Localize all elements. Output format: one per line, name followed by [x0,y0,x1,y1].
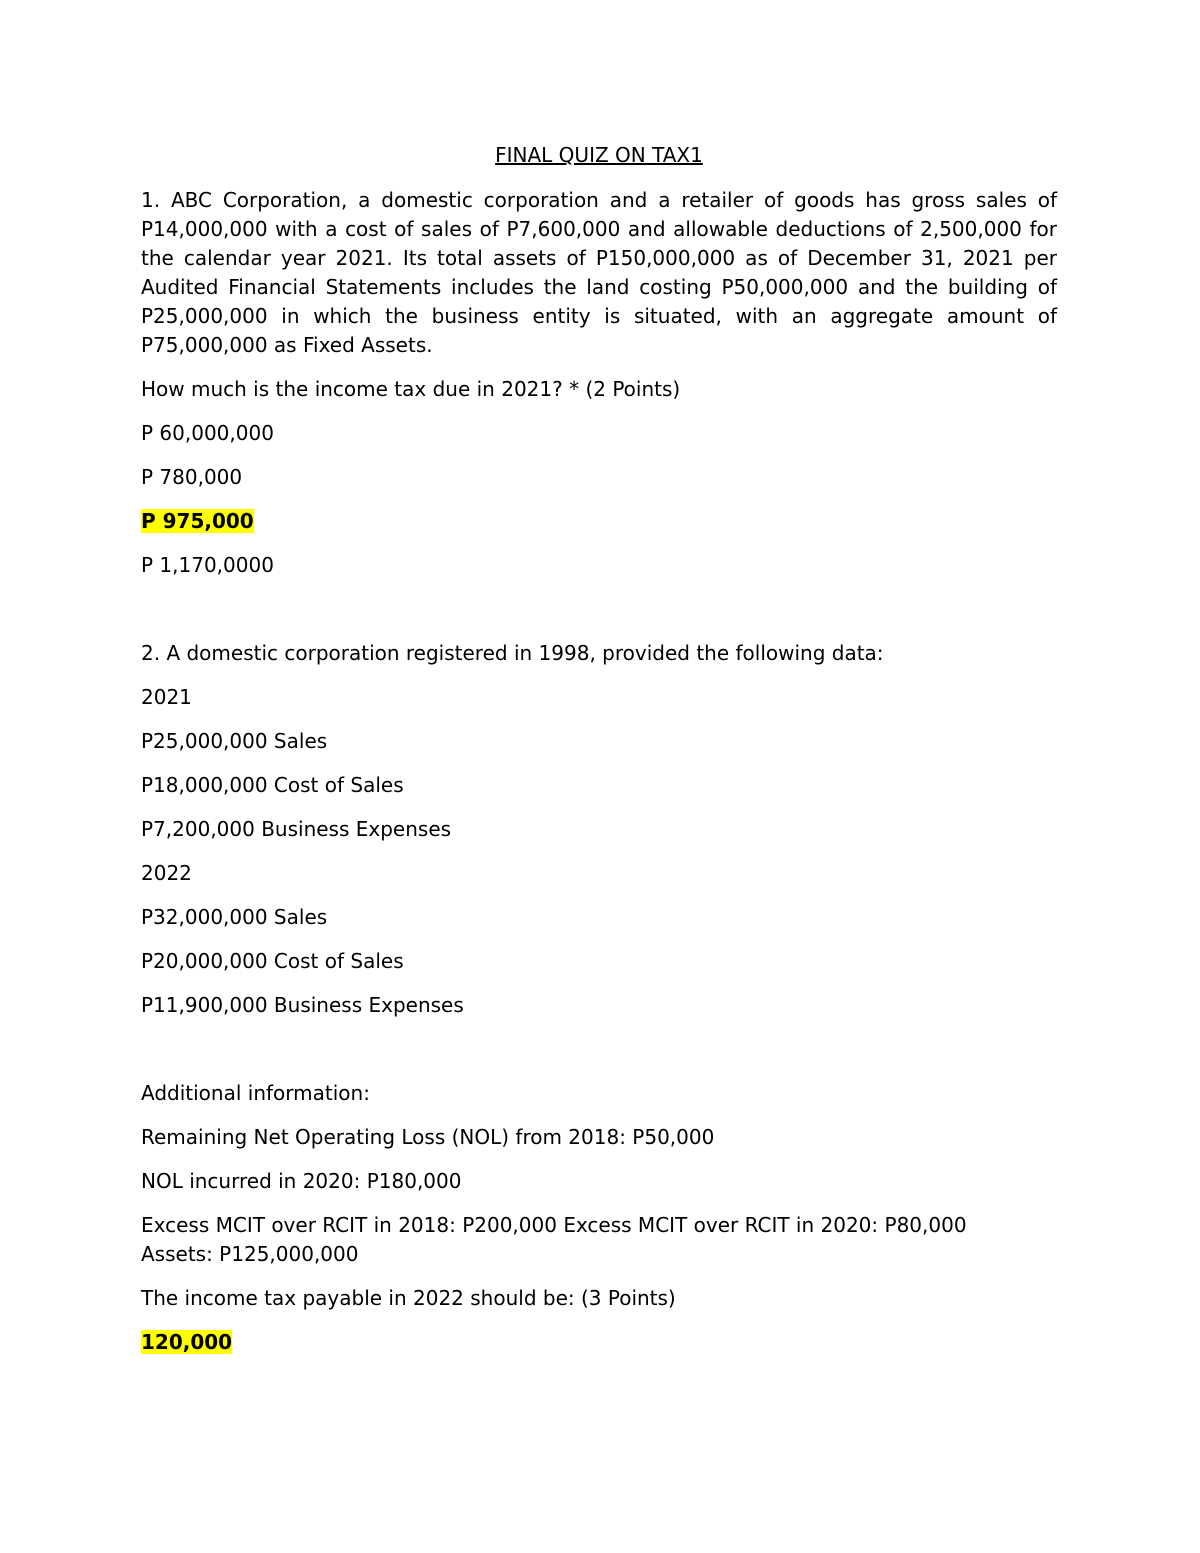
year-2021-sales: P25,000,000 Sales [141,729,328,753]
year-2022-sales: P32,000,000 Sales [141,905,328,929]
question-1-option-a: P 60,000,000 [141,421,274,445]
document-title: FINAL QUIZ ON TAX1 [495,143,703,167]
year-2021-heading: 2021 [141,685,192,709]
year-2022-heading: 2022 [141,861,192,885]
nol-2018: Remaining Net Operating Loss (NOL) from 2018: P50,000 [141,1125,715,1149]
question-1-prompt: How much is the income tax due in 2021? * (2 Points) [141,377,681,401]
question-2-answer [141,1328,1057,1357]
question-2-intro: 2. A domestic corporation registered in 1998, provided the following data: [141,641,884,665]
spacer [141,1035,1057,1079]
question-1-option-d: P 1,170,0000 [141,553,274,577]
question-2-prompt: The income tax payable in 2022 should be: (3 Points) [141,1286,676,1310]
year-2021-cost-of-sales: P18,000,000 Cost of Sales [141,773,404,797]
additional-info-heading: Additional information: [141,1081,370,1105]
spacer [141,595,1057,639]
assets-line: Assets: P125,000,000 [141,1242,359,1266]
year-2022-cost-of-sales: P20,000,000 Cost of Sales [141,949,404,973]
question-1-option-c-answer [141,507,1057,536]
question-1-option-b: P 780,000 [141,465,243,489]
answer-highlight: 120,000 [141,1330,233,1354]
excess-mcit-line: Excess MCIT over RCIT in 2018: P200,000 Excess MCIT over RCIT in 2020: P80,000 [141,1213,967,1237]
answer-highlight: P 975,000 [141,509,254,533]
document-content [141,141,1057,1372]
nol-2020: NOL incurred in 2020: P180,000 [141,1169,462,1193]
year-2022-business-expenses: P11,900,000 Business Expenses [141,993,464,1017]
question-1-text: 1. ABC Corporation, a domestic corporation and a retailer of goods has gross sales of P14,000,000 with a cost of sales of P7,600,000 and allowable deductions of 2,500,000 for the calendar year 2021. Its total assets of P150,000,000 as of December 31, 2021 per Audited Financial Statements includes the land costing P50,000,000 and the building of P25,000,000 in which the business entity is situated, with an aggregate amount of P75,000,000 as Fixed Assets. [141,188,1057,357]
year-2021-business-expenses: P7,200,000 Business Expenses [141,817,452,841]
